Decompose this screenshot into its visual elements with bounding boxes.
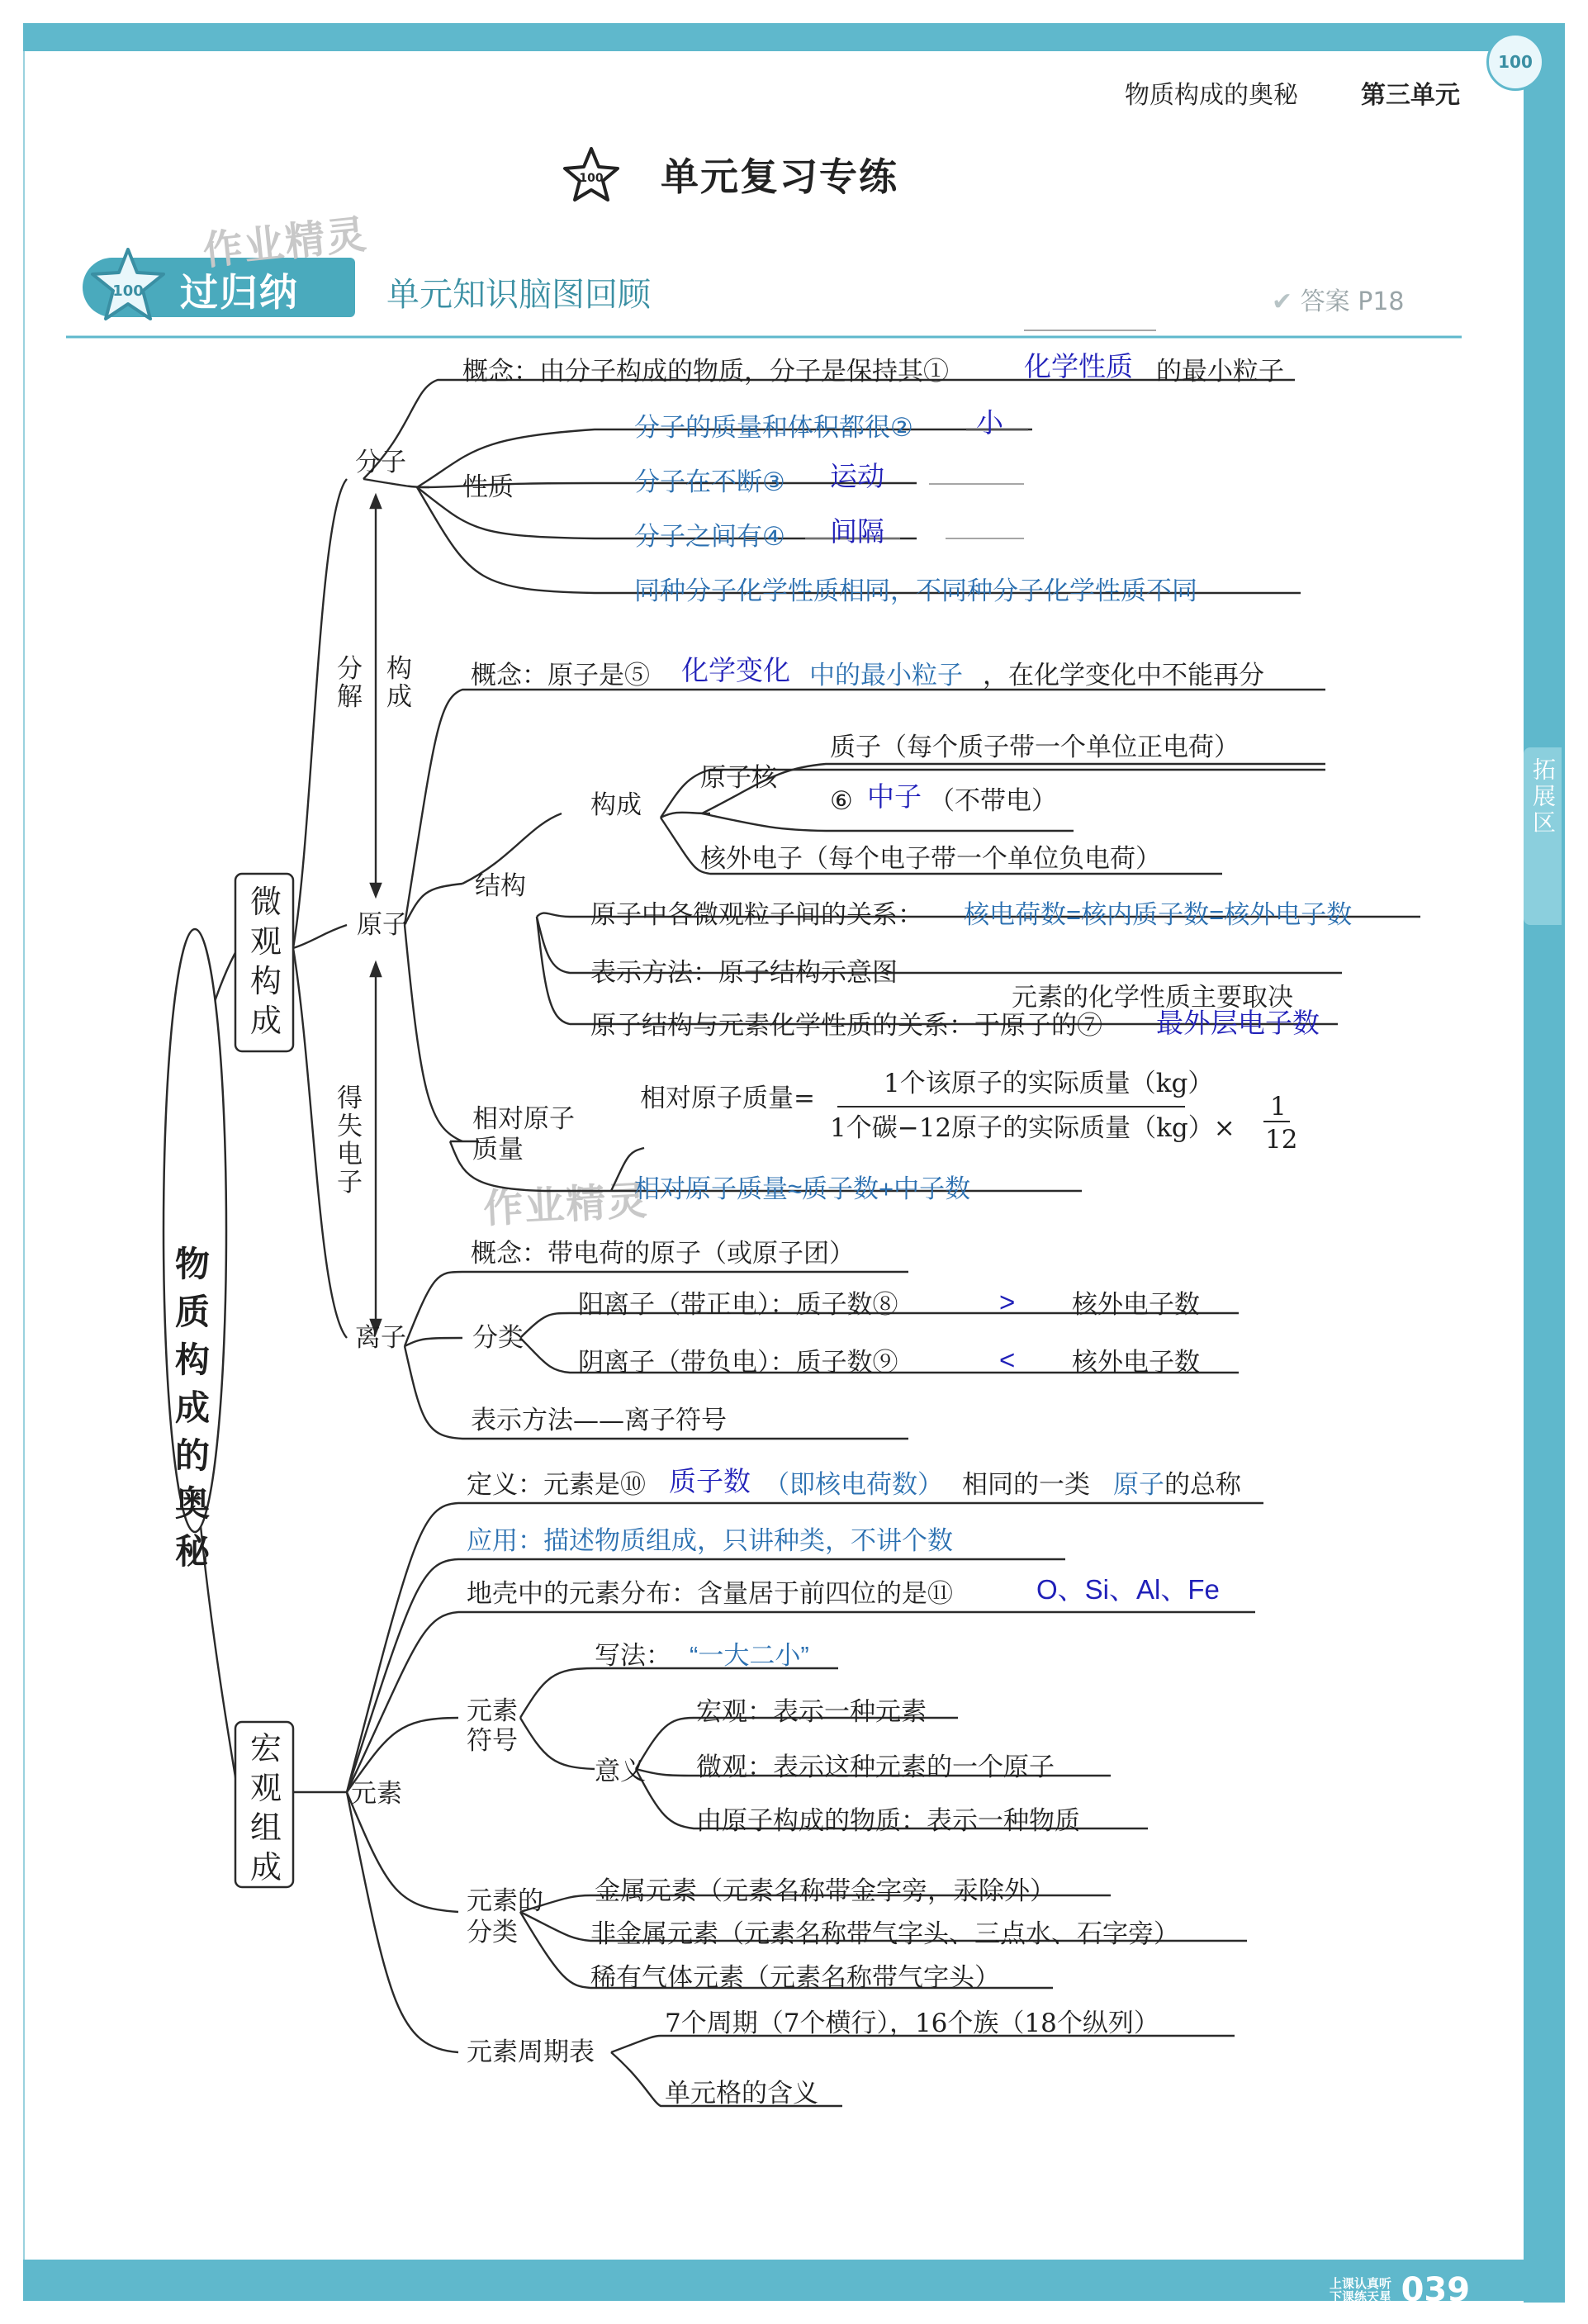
- meaning-substance: 由原子构成的物质：表示一种物质: [696, 1806, 1080, 1836]
- classification-label: 元素的分类: [467, 1886, 543, 1947]
- ram-definition: 相对原子质量=: [640, 1084, 815, 1113]
- answer-1: 化学性质: [1024, 351, 1133, 382]
- element-application: 应用：描述物质组成，只讲种类，不讲个数: [467, 1526, 953, 1555]
- atom-concept-end: ，在化学变化中不能再分: [983, 661, 1264, 690]
- gain-lose-electrons-label: 得失电子: [337, 1084, 363, 1198]
- page-footer: [1330, 2271, 1470, 2309]
- property-label: 性质: [462, 472, 514, 502]
- molecule-label: 分子: [355, 448, 406, 477]
- noble-gas-elements: 稀有气体元素（元素名称带气字头）: [590, 1963, 1000, 1993]
- proton-text: 质子（每个质子带一个单位正电荷）: [830, 733, 1240, 762]
- svg-text:100: 100: [112, 282, 144, 300]
- answer-7: 最外层电子数: [1156, 1008, 1320, 1038]
- atom-concept-mid: 中的最小粒子: [809, 661, 963, 690]
- nonmetal-elements: 非金属元素（元素名称带气字头、三点水、石字旁）: [590, 1919, 1179, 1949]
- element-def-mid: 相同的一类: [962, 1470, 1090, 1500]
- molecule-property-4: 同种分子化学性质相同，不同种分子化学性质不同: [634, 576, 1197, 605]
- symbol-label: 元素符号: [467, 1696, 518, 1756]
- answer-11: O、Si、Al、Fe: [1036, 1574, 1220, 1605]
- answer-2: 小: [976, 407, 1003, 438]
- element-def-note: （即核电荷数）: [764, 1470, 943, 1499]
- electron-text: 核外电子（每个电子带一个单位负电荷）: [700, 844, 1161, 874]
- molecule-property-3: 分子之间有④: [634, 522, 785, 551]
- page-title: 单元复习专练: [661, 154, 898, 199]
- compose-vertical-label: 构成: [386, 654, 412, 712]
- writing-rule: “一大二小”: [690, 1641, 809, 1670]
- writing-label: 写法：: [595, 1641, 671, 1671]
- slogan-line-2: 下课练天星: [1330, 2289, 1392, 2304]
- meaning-label: 意义: [595, 1757, 646, 1786]
- fraction-denominator: 12: [1265, 1125, 1298, 1155]
- macro-label: 宏观组成: [250, 1730, 282, 1885]
- structure-label: 结构: [475, 871, 526, 901]
- ion-representation: 表示方法——离子符号: [471, 1406, 727, 1435]
- chem-relation-text: 原子结构与元素化学性质的关系：于原子的⑦: [590, 1011, 1102, 1041]
- slogan-line-1: 上课认真听: [1330, 2276, 1392, 2291]
- crust-distribution: 地壳中的元素分布：含量居于前四位的是⑪: [467, 1579, 953, 1609]
- neutron-suffix: （不带电）: [929, 786, 1057, 816]
- element-def-end: 的总称: [1164, 1470, 1241, 1500]
- element-def-atom: 原子: [1113, 1470, 1164, 1499]
- cation-suffix: 核外电子数: [1072, 1290, 1200, 1320]
- nucleus-label: 原子核: [700, 763, 777, 793]
- ion-class-label: 分类: [472, 1323, 524, 1353]
- metal-elements: 金属元素（元素名称带金字旁，汞除外）: [595, 1876, 1055, 1906]
- answer-reference-text: 答案 P18: [1300, 287, 1405, 316]
- chapter-title: 物质构成的奥秘: [1125, 81, 1298, 110]
- molecule-concept-end: 的最小粒子: [1156, 357, 1284, 387]
- section-subtitle: 单元知识脑图回顾: [386, 276, 651, 314]
- check-icon: ✔: [1272, 287, 1293, 316]
- mascot-badge-icon: 100: [1486, 33, 1544, 91]
- chem-property-note: 元素的化学性质主要取决: [1012, 983, 1293, 1013]
- footer-slogan: [1330, 2277, 1391, 2303]
- ion-concept: 概念：带电荷的原子（或原子团）: [471, 1239, 855, 1269]
- ram-numerator: 1个该原子的实际质量（kg）: [884, 1069, 1214, 1098]
- relation-text: 核电荷数=核内质子数=核外电子数: [964, 900, 1353, 929]
- root-label: 物质构成的奥秘: [175, 1244, 211, 1572]
- cell-meaning: 单元格的含义: [665, 2079, 818, 2108]
- atom-label: 原子: [357, 910, 408, 940]
- meaning-micro: 微观：表示这种元素的一个原子: [696, 1752, 1055, 1782]
- watermark: 作业精灵: [481, 1177, 650, 1233]
- unit-label: 第三单元: [1361, 81, 1460, 110]
- watermark: 作业精灵: [201, 211, 370, 275]
- molecule-property-2: 分子在不断③: [634, 467, 785, 496]
- ram-approx: 相对原子质量≈质子数+中子数: [634, 1174, 971, 1203]
- compose-label: 构成: [590, 790, 642, 820]
- section-label: 过归纳: [180, 270, 299, 315]
- cation-text: 阳离子（带正电）：质子数⑧: [578, 1290, 898, 1320]
- answer-9: <: [999, 1345, 1016, 1375]
- ram-denominator: 1个碳−12原子的实际质量（kg）×: [830, 1113, 1235, 1143]
- svg-text:100: 100: [579, 172, 604, 185]
- page-number: 039: [1401, 2271, 1471, 2309]
- side-tab-label: 拓展区: [1529, 757, 1557, 837]
- molecule-property-1: 分子的质量和体积都很②: [634, 413, 913, 442]
- anion-text: 阴离子（带负电）：质子数⑨: [578, 1348, 898, 1378]
- relation-label: 原子中各微观粒子间的关系：: [590, 900, 923, 930]
- neutron-prefix: ⑥: [830, 786, 853, 816]
- ram-label: 相对原子质量: [472, 1104, 575, 1164]
- answer-4: 间隔: [830, 516, 884, 547]
- element-definition: 定义：元素是⑩: [467, 1470, 646, 1500]
- answer-3: 运动: [830, 461, 884, 491]
- decompose-label: 分解: [337, 654, 363, 712]
- fraction-numerator: 1: [1270, 1092, 1287, 1122]
- representation-text: 表示方法：原子结构示意图: [590, 958, 898, 988]
- answer-8: >: [999, 1287, 1016, 1317]
- element-label: 元素: [351, 1779, 402, 1809]
- answer-10: 质子数: [669, 1466, 751, 1496]
- periods-groups: 7个周期（7个横行），16个族（18个纵列）: [665, 2009, 1159, 2038]
- answer-6: 中子: [867, 781, 922, 812]
- answer-5: 化学变化: [681, 655, 790, 685]
- micro-label: 微观构成: [250, 884, 282, 1039]
- meaning-macro: 宏观：表示一种元素: [696, 1697, 927, 1727]
- ion-label: 离子: [355, 1323, 406, 1353]
- atom-concept: 概念：原子是⑤: [471, 661, 650, 690]
- periodic-table-label: 元素周期表: [467, 2037, 595, 2067]
- anion-suffix: 核外电子数: [1072, 1348, 1200, 1378]
- molecule-concept: 概念：由分子构成的物质，分子是保持其①: [462, 357, 949, 387]
